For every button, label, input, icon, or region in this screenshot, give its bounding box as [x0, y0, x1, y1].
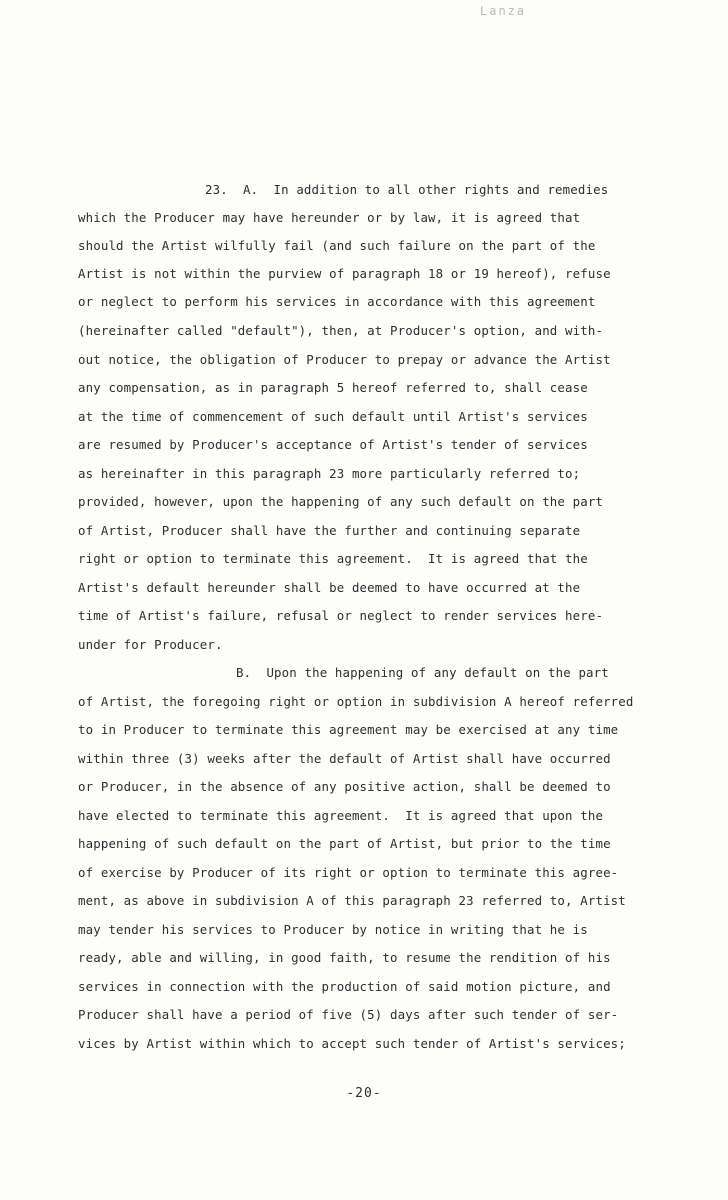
- text-line: Artist's default hereunder shall be deemed to have occurred at the: [78, 580, 581, 595]
- text-line: under for Producer.: [78, 637, 223, 652]
- text-line: 23. A. In addition to all other rights and remedies: [205, 182, 609, 197]
- text-line: are resumed by Producer's acceptance of Artist's tender of services: [78, 437, 588, 452]
- text-line: happening of such default on the part of Artist, but prior to the time: [78, 836, 611, 851]
- text-line: of Artist, the foregoing right or option in subdivision A hereof referred: [78, 694, 634, 709]
- text-line: of exercise by Producer of its right or option to terminate this agree-: [78, 865, 619, 880]
- text-line: Producer shall have a period of five (5) days after such tender of ser-: [78, 1007, 619, 1022]
- page-number: -20-: [346, 1086, 382, 1101]
- text-line: ready, able and willing, in good faith, to resume the rendition of his: [78, 950, 611, 965]
- text-line: services in connection with the production of said motion picture, and: [78, 979, 611, 994]
- text-line: have elected to terminate this agreement. It is agreed that upon the: [78, 808, 604, 823]
- text-line: (hereinafter called "default"), then, at Producer's option, and with-: [78, 323, 604, 338]
- text-line: right or option to terminate this agreement. It is agreed that the: [78, 551, 588, 566]
- text-line: or neglect to perform his services in accordance with this agreement: [78, 294, 596, 309]
- text-line: out notice, the obligation of Producer to prepay or advance the Artist: [78, 352, 611, 367]
- text-line: vices by Artist within which to accept such tender of Artist's services;: [78, 1036, 626, 1051]
- text-line: ment, as above in subdivision A of this paragraph 23 referred to, Artist: [78, 893, 626, 908]
- text-line: provided, however, upon the happening of any such default on the part: [78, 494, 604, 509]
- text-line: of Artist, Producer shall have the further and continuing separate: [78, 523, 581, 538]
- header-mark: Lanza: [480, 4, 527, 18]
- text-line: should the Artist wilfully fail (and such failure on the part of the: [78, 238, 596, 253]
- text-line: time of Artist's failure, refusal or neglect to render services here-: [78, 608, 604, 623]
- text-line: may tender his services to Producer by notice in writing that he is: [78, 922, 588, 937]
- text-line: to in Producer to terminate this agreement may be exercised at any time: [78, 722, 619, 737]
- text-line: B. Upon the happening of any default on the part: [236, 665, 609, 680]
- text-line: or Producer, in the absence of any positive action, shall be deemed to: [78, 779, 611, 794]
- text-line: Artist is not within the purview of paragraph 18 or 19 hereof), refuse: [78, 266, 611, 281]
- text-line: within three (3) weeks after the default of Artist shall have occurred: [78, 751, 611, 766]
- text-line: which the Producer may have hereunder or by law, it is agreed that: [78, 210, 581, 225]
- text-line: at the time of commencement of such default until Artist's services: [78, 409, 588, 424]
- text-line: any compensation, as in paragraph 5 hereof referred to, shall cease: [78, 380, 588, 395]
- text-line: as hereinafter in this paragraph 23 more particularly referred to;: [78, 466, 581, 481]
